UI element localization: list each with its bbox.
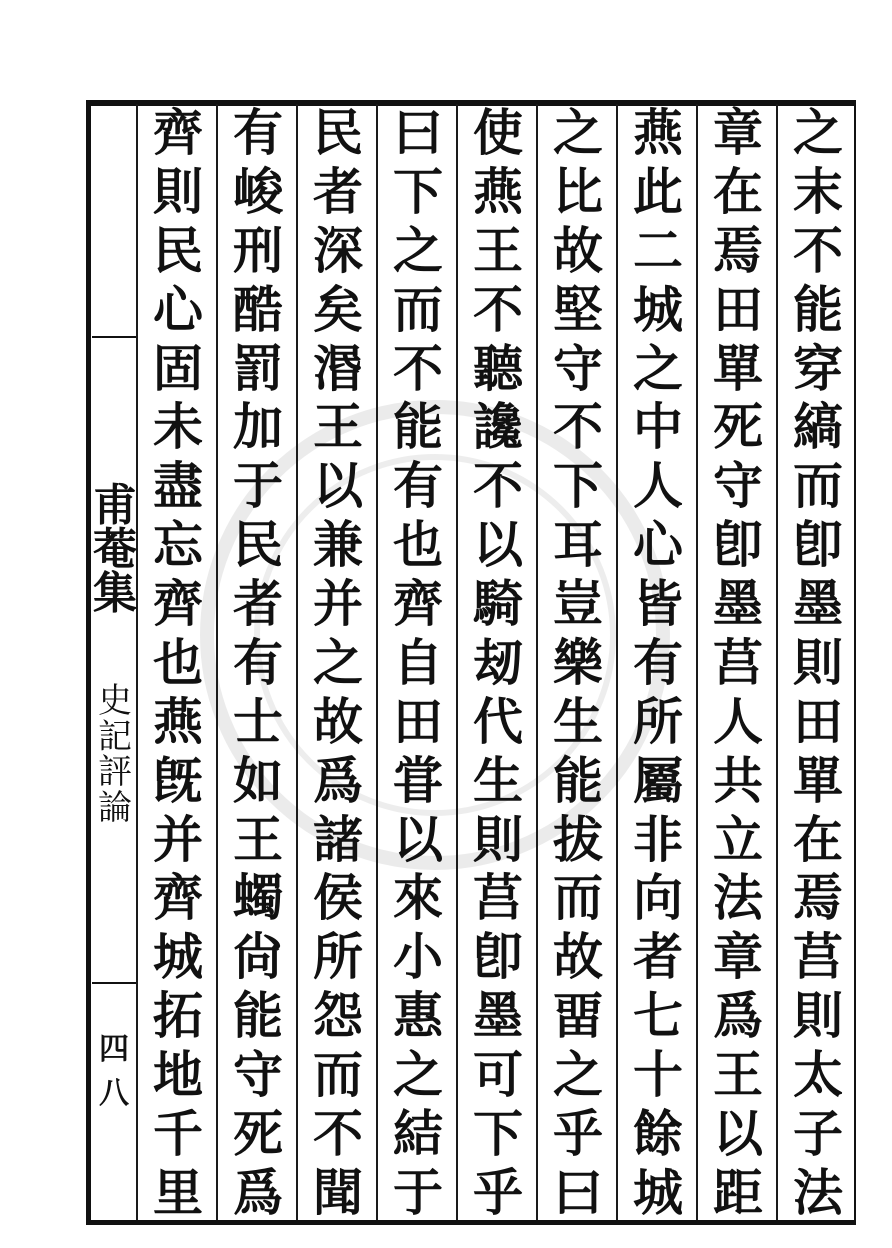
- character: 卽: [793, 515, 843, 575]
- character: 在: [793, 809, 843, 869]
- character: 也: [153, 632, 203, 692]
- character: 下: [473, 1103, 523, 1163]
- character: 爲: [233, 1162, 283, 1222]
- character: 不: [473, 279, 523, 339]
- character: 心: [633, 515, 683, 575]
- character: 來: [393, 868, 443, 928]
- character: 盡: [153, 456, 203, 516]
- character: 可: [473, 1045, 523, 1104]
- character: 墨: [473, 986, 523, 1046]
- character: 小: [393, 927, 443, 987]
- character: 故: [313, 691, 363, 751]
- character: 之: [313, 632, 363, 692]
- character: 曰: [393, 103, 443, 162]
- character: 而: [393, 279, 443, 339]
- character: 尙: [233, 927, 283, 987]
- character: 縞: [793, 397, 843, 457]
- character: 以: [393, 809, 443, 869]
- character: 聞: [313, 1162, 363, 1222]
- character: 千: [153, 1103, 203, 1163]
- character: 讒: [473, 397, 523, 457]
- character: 之: [793, 103, 843, 162]
- character: 心: [153, 279, 203, 339]
- character: 如: [233, 750, 283, 810]
- character: 而: [553, 868, 603, 928]
- character: 焉: [793, 868, 843, 928]
- character: 二: [633, 220, 683, 280]
- character: 地: [153, 1045, 203, 1104]
- character: 于: [233, 456, 283, 516]
- character: 齊: [393, 574, 443, 633]
- character: 子: [793, 1103, 843, 1163]
- character: 不: [553, 397, 603, 457]
- character: 爲: [313, 750, 363, 810]
- character: 王: [313, 397, 363, 457]
- character: 以: [713, 1103, 763, 1163]
- character: 故: [553, 220, 603, 280]
- character: 城: [153, 927, 203, 987]
- character: 守: [233, 1045, 283, 1104]
- character: 不: [393, 338, 443, 398]
- character: 峻: [233, 161, 283, 221]
- character: 死: [713, 397, 763, 457]
- character: 莒: [473, 868, 523, 928]
- character: 王: [473, 220, 523, 280]
- character: 深: [313, 220, 363, 280]
- character: 以: [313, 456, 363, 516]
- character: 者: [233, 574, 283, 633]
- character: 聽: [473, 338, 523, 398]
- character: 不: [793, 220, 843, 280]
- character: 墨: [793, 574, 843, 633]
- character: 田: [393, 691, 443, 751]
- character: 者: [313, 161, 363, 221]
- character: 則: [793, 632, 843, 692]
- fore-edge-column: [92, 104, 136, 1220]
- character: 下: [553, 456, 603, 516]
- character: 自: [393, 632, 443, 692]
- character: 畱: [553, 986, 603, 1046]
- character: 章: [713, 927, 763, 987]
- character: 怨: [313, 986, 363, 1046]
- character: 集: [93, 568, 137, 619]
- text-column-7: [299, 103, 377, 1222]
- character: 齊: [153, 868, 203, 928]
- character: 而: [793, 456, 843, 516]
- character: 旣: [153, 750, 203, 810]
- character: 酷: [233, 279, 283, 339]
- character: 騎: [473, 574, 523, 633]
- character: 結: [393, 1103, 443, 1163]
- column-rule: [136, 104, 138, 1220]
- character: 卽: [713, 515, 763, 575]
- character: 乎: [473, 1162, 523, 1222]
- text-column-6: [379, 103, 457, 1222]
- text-column-2: [699, 103, 777, 1222]
- character: 刼: [473, 632, 523, 692]
- character: 所: [633, 691, 683, 751]
- character: 惠: [393, 986, 443, 1046]
- character: 堅: [553, 279, 603, 339]
- character: 拓: [153, 986, 203, 1046]
- character: 田: [793, 691, 843, 751]
- character: 乎: [553, 1103, 603, 1163]
- character: 王: [713, 1045, 763, 1104]
- character: 人: [713, 691, 763, 751]
- character: 曰: [553, 1162, 603, 1222]
- character: 守: [553, 338, 603, 398]
- character: 燕: [473, 161, 523, 221]
- character: 十: [633, 1045, 683, 1104]
- page-number: 四八: [99, 1032, 129, 1111]
- character: 能: [393, 397, 443, 457]
- character: 卽: [473, 927, 523, 987]
- text-column-3: [619, 103, 697, 1222]
- character: 穿: [793, 338, 843, 398]
- character: 法: [793, 1162, 843, 1222]
- character: 矣: [313, 279, 363, 339]
- character: 末: [793, 161, 843, 221]
- character: 爲: [713, 986, 763, 1046]
- character: 固: [153, 338, 203, 398]
- character: 人: [633, 456, 683, 516]
- character: 此: [633, 161, 683, 221]
- character: 史: [98, 681, 132, 721]
- character: 向: [633, 868, 683, 928]
- character: 王: [233, 809, 283, 869]
- character: 諸: [313, 809, 363, 869]
- character: 能: [793, 279, 843, 339]
- fore-edge-rule: [92, 336, 136, 338]
- character: 燕: [153, 691, 203, 751]
- section-title: [94, 681, 136, 829]
- character: 拔: [553, 809, 603, 869]
- character: 守: [713, 456, 763, 516]
- character: 皆: [633, 574, 683, 633]
- character: 單: [793, 750, 843, 810]
- character: 并: [313, 574, 363, 633]
- character: 也: [393, 515, 443, 575]
- text-column-1: [779, 103, 857, 1222]
- character: 侯: [313, 868, 363, 928]
- character: 莒: [793, 927, 843, 987]
- character: 兼: [313, 515, 363, 575]
- character: 死: [233, 1103, 283, 1163]
- character: 使: [473, 103, 523, 162]
- character: 于: [393, 1162, 443, 1222]
- character: 太: [793, 1045, 843, 1104]
- character: 里: [153, 1162, 203, 1222]
- character: 豈: [553, 574, 603, 633]
- character: 之: [553, 1045, 603, 1104]
- text-column-9: [139, 103, 217, 1222]
- character: 甞: [393, 750, 443, 810]
- character: 湣: [313, 338, 363, 398]
- character: 生: [553, 691, 603, 751]
- character: 之: [393, 220, 443, 280]
- text-column-4: [539, 103, 617, 1222]
- character: 比: [553, 161, 603, 221]
- character: 評: [98, 752, 132, 793]
- character: 非: [633, 809, 683, 869]
- character: 屬: [633, 750, 683, 810]
- character: 能: [553, 750, 603, 810]
- character: 而: [313, 1045, 363, 1104]
- character: 故: [553, 927, 603, 987]
- character: 忘: [153, 515, 203, 575]
- character: 餘: [633, 1103, 683, 1163]
- character: 城: [633, 279, 683, 339]
- character: 單: [713, 338, 763, 398]
- character: 生: [473, 750, 523, 810]
- character: 有: [633, 632, 683, 692]
- character: 章: [713, 103, 763, 162]
- character: 共: [713, 750, 763, 810]
- character: 者: [633, 927, 683, 987]
- character: 中: [633, 397, 683, 457]
- character: 有: [233, 632, 283, 692]
- character: 焉: [713, 220, 763, 280]
- character: 墨: [713, 574, 763, 633]
- character: 莒: [713, 632, 763, 692]
- character: 能: [233, 986, 283, 1046]
- character: 代: [473, 691, 523, 751]
- character: 民: [233, 515, 283, 575]
- character: 則: [153, 161, 203, 221]
- character: 耳: [553, 515, 603, 575]
- character: 法: [713, 868, 763, 928]
- character: 民: [153, 220, 203, 280]
- character: 燕: [633, 103, 683, 162]
- character: 之: [633, 338, 683, 398]
- character: 有: [393, 456, 443, 516]
- character: 所: [313, 927, 363, 987]
- character: 記: [98, 716, 132, 757]
- character: 不: [473, 456, 523, 516]
- character: 論: [98, 788, 132, 829]
- character: 不: [313, 1103, 363, 1163]
- character: 距: [713, 1162, 763, 1222]
- character: 齊: [153, 103, 203, 162]
- character: 有: [233, 103, 283, 162]
- character: 七: [633, 986, 683, 1046]
- character: 蠋: [233, 868, 283, 928]
- text-column-8: [219, 103, 297, 1222]
- character: 士: [233, 691, 283, 751]
- character: 立: [713, 809, 763, 869]
- character: 城: [633, 1162, 683, 1222]
- character: 之: [393, 1045, 443, 1104]
- character: 并: [153, 809, 203, 869]
- character: 加: [233, 397, 283, 457]
- character: 之: [553, 103, 603, 162]
- character: 田: [713, 279, 763, 339]
- character: 菴: [93, 524, 137, 575]
- character: 齊: [153, 574, 203, 633]
- text-column-5: [459, 103, 537, 1222]
- character: 刑: [233, 220, 283, 280]
- character: 民: [313, 103, 363, 162]
- book-title: [93, 480, 137, 619]
- character: 未: [153, 397, 203, 457]
- character: 樂: [553, 632, 603, 692]
- character: 甫: [93, 480, 137, 531]
- character: 則: [793, 986, 843, 1046]
- character: 罰: [233, 338, 283, 398]
- character: 在: [713, 161, 763, 221]
- fore-edge-rule: [92, 982, 136, 984]
- character: 下: [393, 161, 443, 221]
- character: 則: [473, 809, 523, 869]
- character: 以: [473, 515, 523, 575]
